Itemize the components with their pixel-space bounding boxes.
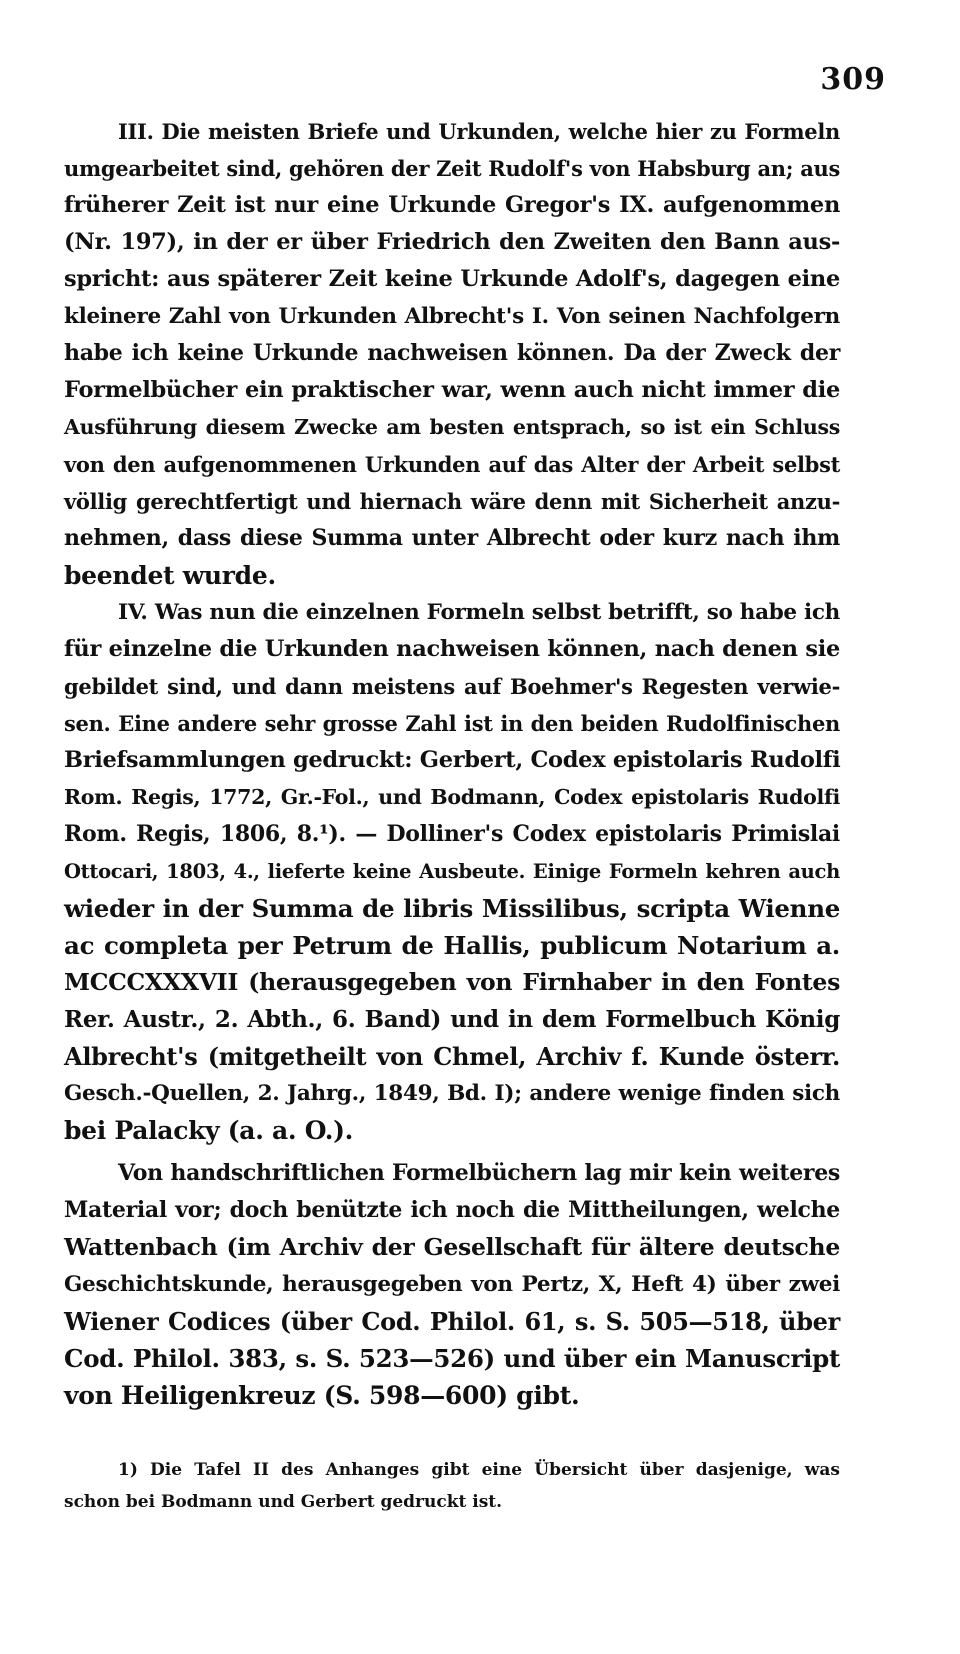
text-line: völlig gerechtfertigt und hiernach wäre denn mit Sicherheit anzu- <box>64 489 840 514</box>
text-line: sen. Eine andere sehr grosse Zahl ist in den beiden Rudolfinischen <box>64 711 840 736</box>
text-line: Ottocari, 1803, 4., lieferte keine Ausbeute. Einige Formeln kehren auch <box>64 860 840 883</box>
text-line: wieder in der Summa de libris Missilibus, scripta Wienne <box>64 894 840 923</box>
text-line: spricht: aus späterer Zeit keine Urkunde Adolf's, dagegen eine <box>64 266 840 292</box>
text-line: ac completa per Petrum de Hallis, publicum Notarium a. <box>64 931 840 960</box>
text-line: Albrecht's (mitgetheilt von Chmel, Archiv f. Kunde österr. <box>64 1042 840 1071</box>
text-line: umgearbeitet sind, gehören der Zeit Rudolf's von Habsburg an; aus <box>64 156 840 181</box>
text-line: Rom. Regis, 1772, Gr.-Fol., und Bodmann, Codex epistolaris Rudolfi <box>64 785 840 809</box>
text-line: Geschichtskunde, herausgegeben von Pertz, X, Heft 4) über zwei <box>64 1272 840 1297</box>
text-line: Ausführung diesem Zwecke am besten entsprach, so ist ein Schluss <box>64 415 840 439</box>
text-line: von Heiligenkreuz (S. 598—600) gibt. <box>64 1381 580 1410</box>
text-line: Rer. Austr., 2. Abth., 6. Band) und in dem Formelbuch König <box>64 1006 840 1033</box>
text-line: Formelbücher ein praktischer war, wenn auch nicht immer die <box>64 377 840 403</box>
text-line: MCCCXXXVII (herausgegeben von Firnhaber in den Fontes <box>64 968 840 996</box>
text-line: Rom. Regis, 1806, 8.¹). — Dolliner's Codex epistolaris Primislai <box>64 821 840 847</box>
text-line: für einzelne die Urkunden nachweisen können, nach denen sie <box>64 636 840 662</box>
text-line: nehmen, dass diese Summa unter Albrecht oder kurz nach ihm <box>64 525 840 551</box>
text-line: Von handschriftlichen Formelbüchern lag mir kein weiteres <box>118 1160 840 1186</box>
text-line: (Nr. 197), in der er über Friedrich den Zweiten den Bann aus- <box>64 229 840 255</box>
text-line: Briefsammlungen gedruckt: Gerbert, Codex epistolaris Rudolfi <box>64 747 841 773</box>
text-line: Material vor; doch benützte ich noch die Mittheilungen, welche <box>64 1197 840 1223</box>
text-line: beendet wurde. <box>64 561 276 590</box>
text-line: III. Die meisten Briefe und Urkunden, welche hier zu Formeln <box>118 119 840 144</box>
text-line: Cod. Philol. 383, s. S. 523—526) und über ein Manuscript <box>64 1344 840 1373</box>
text-line: IV. Was nun die einzelnen Formeln selbst betrifft, so habe ich <box>118 600 840 625</box>
footnote-line: schon bei Bodmann und Gerbert gedruckt ist. <box>64 1492 503 1512</box>
text-line: kleinere Zahl von Urkunden Albrecht's I. Von seinen Nachfolgern <box>64 304 840 329</box>
text-line: Wattenbach (im Archiv der Gesellschaft für ältere deutsche <box>64 1233 840 1261</box>
text-line: gebildet sind, und dann meistens auf Boehmer's Regesten verwie- <box>64 674 840 699</box>
text-line: bei Palacky (a. a. O.). <box>64 1116 354 1145</box>
text-line: Wiener Codices (über Cod. Philol. 61, s. S. 505—518, über <box>64 1307 840 1336</box>
footnote-line: 1) Die Tafel II des Anhanges gibt eine Übersicht über dasjenige, was <box>118 1460 840 1480</box>
page-number: 309 <box>820 62 886 97</box>
text-line: von den aufgenommenen Urkunden auf das Alter der Arbeit selbst <box>64 452 840 477</box>
text-line: früherer Zeit ist nur eine Urkunde Gregor's IX. aufgenommen <box>64 192 840 218</box>
text-line: habe ich keine Urkunde nachweisen können. Da der Zweck der <box>64 340 840 366</box>
text-line: Gesch.-Quellen, 2. Jahrg., 1849, Bd. I); andere wenige finden sich <box>64 1081 840 1106</box>
